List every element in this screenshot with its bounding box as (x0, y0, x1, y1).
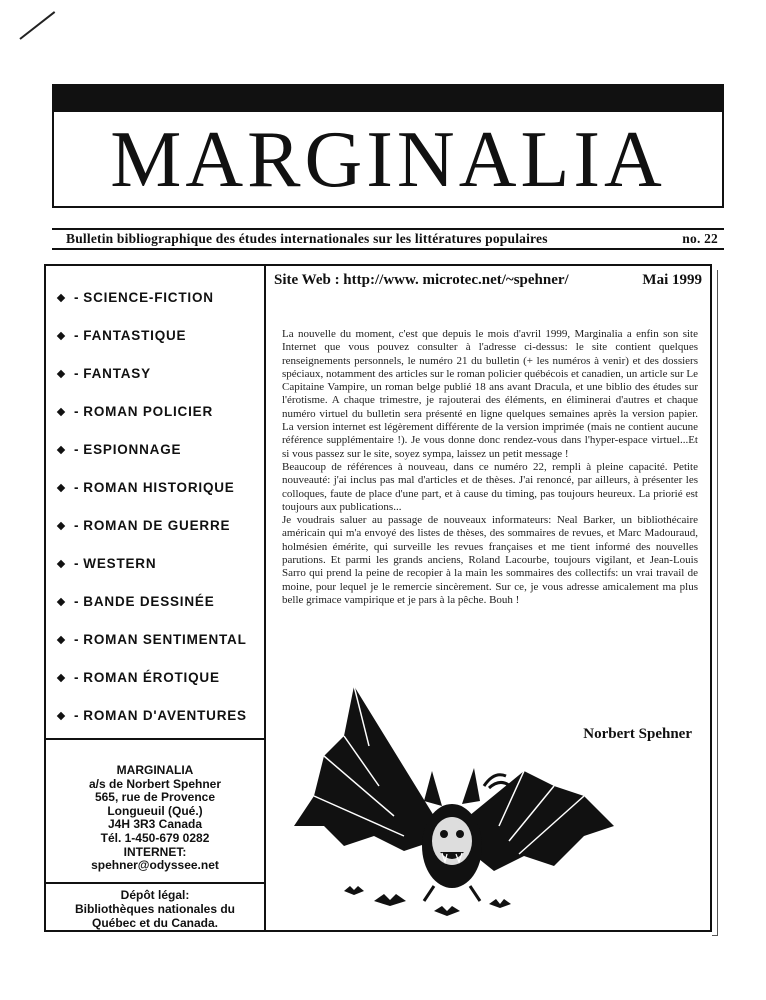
editorial-paragraph: Beaucoup de références à nouveau, dans ce numéro 22, rempli à pleine capacité. Petite nouveauté: j'ai inclus pas mal d'articles et de thèses. J'ai renoncé, par ailleurs, à présenter les colloques, faute de place d'une part, et à cause du timing, pas toujours heureux. La priorié est toujours aux publications... (282, 460, 698, 513)
address-line: INTERNET: (123, 844, 187, 859)
masthead (52, 84, 724, 208)
subtitle-banner (52, 228, 724, 250)
genre-item: - WESTERN (58, 556, 156, 571)
genre-item: - ROMAN ÉROTIQUE (58, 670, 220, 685)
website-header (274, 272, 702, 289)
issue-date: Mai 1999 (642, 272, 702, 288)
diamond-bullet-icon (57, 597, 65, 605)
email-address: spehner@odyssee.net (91, 858, 219, 873)
diamond-bullet-icon (57, 445, 65, 453)
author-signature: Norbert Spehner (583, 726, 692, 742)
genre-item: - ROMAN DE GUERRE (58, 518, 230, 533)
issue-number: no. 22 (682, 231, 718, 246)
address-line: 565, rue de Provence (94, 790, 216, 805)
diamond-bullet-icon (57, 369, 65, 377)
diamond-bullet-icon (57, 483, 65, 491)
genre-item: - SCIENCE-FICTION (58, 290, 214, 305)
legal-line: Bibliothèques nationales du (74, 902, 235, 916)
main-content (266, 264, 712, 932)
genre-item: - ROMAN HISTORIQUE (58, 480, 235, 495)
legal-line: Dépôt légal: (120, 888, 190, 902)
diamond-bullet-icon (57, 559, 65, 567)
genre-item: - BANDE DESSINÉE (58, 594, 215, 609)
genre-item: - FANTASTIQUE (58, 328, 186, 343)
diamond-bullet-icon (57, 331, 65, 339)
genre-item: - ESPIONNAGE (58, 442, 181, 457)
diamond-bullet-icon (57, 293, 65, 301)
genre-item: - ROMAN SENTIMENTAL (58, 632, 247, 647)
page-stack-shadow (712, 270, 718, 936)
legal-line: Québec et du Canada. (91, 916, 219, 930)
editorial-text (282, 328, 698, 607)
genre-item: - ROMAN POLICIER (58, 404, 213, 419)
address-line: MARGINALIA (116, 763, 194, 777)
diamond-bullet-icon (57, 635, 65, 643)
address-line: J4H 3R3 Canada (107, 817, 203, 832)
contact-address (46, 740, 264, 884)
diamond-bullet-icon (57, 521, 65, 529)
diamond-bullet-icon (57, 673, 65, 681)
pen-stroke-mark (19, 11, 55, 40)
masthead-black-bar (54, 86, 722, 112)
genre-item: - ROMAN D'AVENTURES (58, 708, 247, 723)
address-line: a/s de Norbert Spehner (88, 776, 222, 791)
vampire-bat-illustration (284, 676, 614, 926)
masthead-title: MARGINALIA (110, 116, 666, 204)
editorial-paragraph: La nouvelle du moment, c'est que depuis le mois d'avril 1999, Marginalia a enfin son site Internet que vous pouvez consulter à l'adresse ci-dessus: le site contient quelques renseignements personnels, le numéro 21 du bulletin (+ les numéros à venir) et des dossiers spéciaux, notamment des articles sur le roman policier québécois et canadien, un article sur Le Capitaine Vampire, un roman belge publié 18 ans avant Dracula, et une biblio des études sur l'érotisme. A chaque trimestre, je rajouterai des éléments, en éliminerai d'autres et chaque numéro virtuel du bulletin sera présenté en ligne quelques semaines après la version papier. La version internet est légèrement différente de la version imprimée (mais ne contient aucune référence supplémentaire !). Je vous donne donc rendez-vous dans l'hyper-espace virtuel...Et si vous passez sur le site, soyez sympa, laissez un petit message ! (282, 328, 699, 460)
sidebar (44, 264, 266, 932)
genre-list (46, 266, 264, 740)
legal-deposit (46, 884, 264, 930)
diamond-bullet-icon (57, 711, 65, 719)
address-line: Tél. 1-450-679 0282 (100, 830, 210, 845)
diamond-bullet-icon (57, 407, 65, 415)
address-line: Longueuil (Qué.) (107, 803, 203, 818)
genre-item: - FANTASY (58, 366, 151, 381)
website-url: Site Web : http://www. microtec.net/~spehner/ (274, 272, 569, 288)
subtitle-text: Bulletin bibliographique des études internationales sur les littératures populaires (66, 231, 548, 246)
editorial-paragraph: Je voudrais saluer au passage de nouveaux informateurs: Neal Barker, un bibliothécaire américain qui m'a envoyé des listes de thèses, des sommaires de revues, et Marc Madouraud, holmésien émérite, qui surveille les revues françaises et me tient informé des nouvelles parutions. Et parmi les grands anciens, Roland Lacourbe, toujours vigilant, et Jean-Louis Sarro qui prend la peine de recopier à la main les sommaires des collectifs: un vrai travail de moine, pour lequel je le remercie sincèrement. Sur ce, je vous adresse amicalement ma plus belle grimace vampirique et je pars à la pêche. Bouh ! (282, 514, 698, 606)
